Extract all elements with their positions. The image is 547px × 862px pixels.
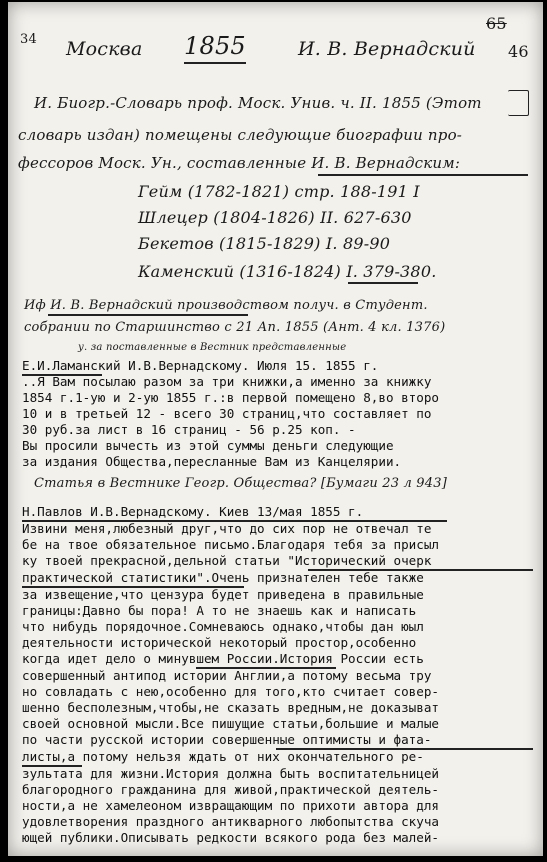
bio-footnote-line-1: Иф И. В. Вернадский производством получ. в Студент. — [24, 298, 428, 313]
bio-entry-1: Гейм (1782-1821) стр. 188-191 I — [138, 182, 420, 201]
letter2-line-15: листы,а потому нельзя ждать от них окончательного ре- — [22, 749, 424, 764]
letter2-line-7: что нибудь порядочное.Сомневаюсь однако,чтобы дан юыл — [22, 619, 424, 634]
letter2-line-9: когда идет дело о минувшем России.История России есть — [22, 651, 424, 666]
letter2-line-12: шенно бесполезным,чтобы,не сказать вредным,не доказыват — [22, 700, 440, 715]
archive-page — [8, 2, 543, 856]
letter2-line-19: удовлетворения праздного антикварного любопытства скуча — [22, 814, 440, 829]
letter2-line-16: зультата для жизни.История должна быть воспитательницей — [22, 766, 440, 781]
year-underline — [184, 62, 246, 64]
letter2-line-20: ющей публики.Описывать редкости всякого рода без малей- — [22, 830, 440, 845]
bio-footnote-line-2: собрании по Старшинство с 21 Ап. 1855 (Ант. 4 кл. 1376) — [24, 320, 446, 335]
letter2-line-5: за извещение,что цензура будет приведена в правильные — [22, 587, 424, 602]
letter2-heading: Н.Павлов И.В.Вернадскому. Киев 13/мая 1855 г. — [22, 504, 364, 519]
letter1-line-5: Вы просили вычесть из этой суммы деньги следующие — [22, 438, 394, 453]
letter2-line-17: благородного гражданина для живой,практической деятель- — [22, 782, 440, 797]
letter2-line-4: практической статистики".Очень признателен тебе также — [22, 570, 424, 585]
bio-note-line-2: словарь издан) помещены следующие биографии про- — [18, 126, 463, 144]
bio-footnote-underline — [48, 314, 248, 316]
header-year: 1855 — [184, 32, 246, 60]
letter1-margin-note: у. за поставленные в Вестник представленные — [78, 342, 347, 353]
letter2-line-14: по части русской истории совершенные оптимисты и фата- — [22, 732, 432, 747]
bio-entry-2: Шлецер (1804-1826) II. 627-630 — [138, 208, 412, 227]
letter2-line-1: Извини меня,любезный друг,что до сих пор не отвечал те — [22, 521, 432, 536]
letter2-line-11: но совладать с нею,особенно для того,кто считает совер- — [22, 684, 440, 699]
letter2-line-18: ности,а не хамелеоном извращающим по прихоти автора для — [22, 798, 440, 813]
letter1-line-3: 10 и в третьей 12 - всего 30 страниц,что составляет по — [22, 406, 432, 421]
bio-note-underline — [318, 174, 528, 176]
bio-entry-4-underline — [348, 282, 418, 284]
letter2-line-8: деятельности исторической некоторый простор,особенно — [22, 635, 417, 650]
bio-entry-3: Бекетов (1815-1829) I. 89-90 — [138, 234, 391, 253]
letter1-line-1: ..Я Вам посылаю разом за три книжки,а именно за книжку — [22, 374, 432, 389]
letter2-line-10: совершенный антипод истории Англии,а потому весьма тру — [22, 668, 432, 683]
letter1-line-2: 1854 г.1-ую и 2-ую 1855 г.:в первой помещено 8,во второ — [22, 390, 440, 405]
bio-note-line-1: И. Биогр.-Словарь проф. Моск. Унив. ч. II. 1855 (Этот — [34, 94, 482, 112]
letter1-line-4: 30 руб.за лист в 16 страниц - 56 р.25 коп. - — [22, 422, 356, 437]
letter2-line-3: ку твоей прекрасной,дельной статьи "Исторический очерк — [22, 553, 432, 568]
letter1-line-6: за издания Общества,пересланные Вам из Канцелярии. — [22, 454, 402, 469]
folio-crossed: 65 — [486, 14, 507, 33]
folio-number: 46 — [508, 42, 529, 61]
letter2-line-13: своей основной мысли.Все пишущие статьи,большие и малые — [22, 716, 440, 731]
letter2-line-6: границы:Давно бы пора! А то не знаешь как и написать — [22, 603, 417, 618]
bio-note-bracket — [508, 90, 529, 116]
bio-entry-4: Каменский (1316-1824) I. 379-380. — [138, 262, 437, 281]
bio-note-line-3: фессоров Моск. Ун., составленные И. В. Вернадским: — [18, 154, 461, 172]
letter1-heading: Е.И.Ламанский И.В.Вернадскому. Июля 15. 1855 г. — [22, 358, 379, 373]
letter1-handwritten: Статья в Вестнике Геогр. Общества? [Бумаги 23 л 943] — [34, 476, 447, 491]
letter2-line-2: бе на твое обязательное письмо.Благодаря тебя за присыл — [22, 537, 440, 552]
header-city: Москва — [66, 38, 143, 60]
header-person: И. В. Вернадский — [298, 38, 476, 60]
page-number: 34 — [20, 32, 37, 47]
